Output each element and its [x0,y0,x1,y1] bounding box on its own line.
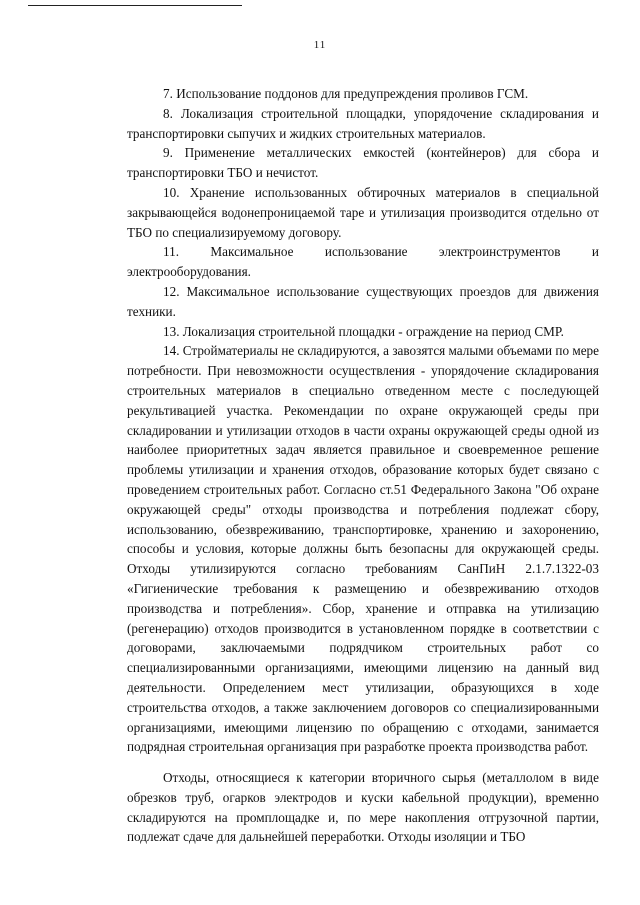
paragraph-item-13: 13. Локализация строительной площадки - ограждение на период СМР. [163,323,564,339]
paragraph-item-7: 7. Использование поддонов для предупреждения проливов ГСМ. [163,86,529,101]
paragraph-item-10: 10. Хранение использованных обтирочных материалов в специальной закрывающейся водонепроницаемой таре и утилизация производится отдельно от ТБО по специализируемому договору. [127,184,599,240]
paragraph-item-12: 12. Максимальное использование существующих проездов для движения техники. [127,283,599,319]
header-rule [28,5,242,6]
page-number: 11 [313,39,327,51]
paragraph-spacer [127,757,599,768]
paragraph-item-8: 8. Локализация строительной площадки, упорядочение складирования и транспортировки сыпучих и жидких строительных материалов. [127,105,599,141]
paragraph-item-11: 11. Максимальное использование электроинструментов и электрооборудования. [127,244,599,280]
document-body [127,84,599,847]
paragraph-item-14: 14. Стройматериалы не складируются, а завозятся малыми объемами по мере потребности. При невозможности осуществления - упорядочение складирования строительных материалов в специально отведенном месте с последующей рекультивацией участка. Рекомендации по охране окружающей среды при складировании и утилизации отходов в части охраны окружающей среды одной из наиболее приоритетных задач является правильное и своевременное решение проблемы утилизации и хранения отходов, образование которых будет связано с проведением строительных работ. Согласно ст.51 Федерального Закона "Об охране окружающей среды" отходы производства и потребления подлежат сбору, использованию, обезвреживанию, транспортировке, хранению и захоронению, способы и условия, которые должны быть безопасны для окружающей среды. Отходы утилизируются согласно требованиям СанПиН 2.1.7.1322-03 «Гигиенические требования к размещению и обезвреживанию отходов производства и потребления». Сбор, хранение и отправка на утилизацию (регенерацию) отходов производится в установленном порядке в соответствии с договорами, заключаемыми подрядчиком строительных работ со специализированными организациями, имеющими лицензию на данный вид деятельности. Определением мест утилизации, образующихся в ходе строительства отходов, а также заключением договоров со специализированными организациями, имеющими лицензию по обращению с отходами, занимается подрядная строительная организация при разработке проекта производства работ. [127,343,599,755]
paragraph-item-9: 9. Применение металлических емкостей (контейнеров) для сбора и транспортировки ТБО и нечистот. [127,145,599,181]
paragraph-secondary-waste: Отходы, относящиеся к категории вторичного сырья (металлолом в виде обрезков труб, огарков электродов и куски кабельной продукции), временно складируются на промплощадке и, по мере накопления отгрузочной партии, подлежат сдаче для дальнейшей переработки. Отходы изоляции и ТБО [127,770,599,845]
